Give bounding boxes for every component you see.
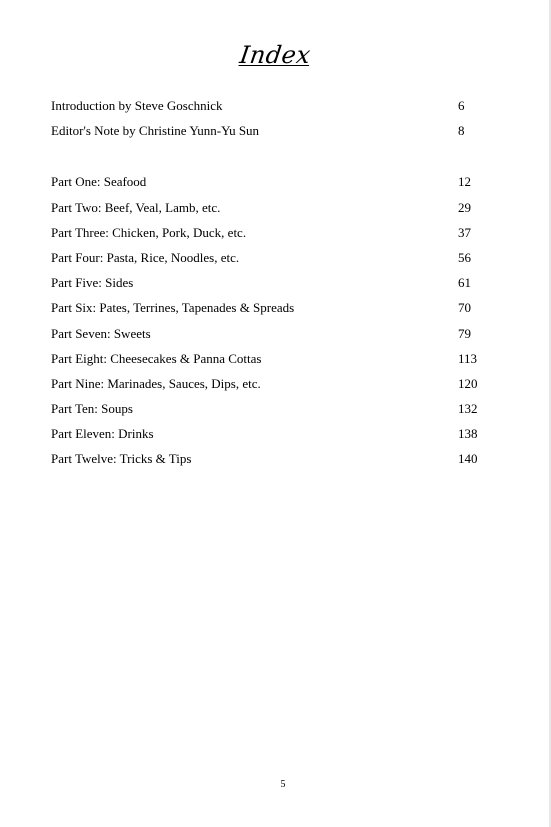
toc-entry-part-eight[interactable] xyxy=(51,349,501,374)
toc-entry-part-eleven[interactable] xyxy=(51,424,501,449)
toc-entry-page: 6 xyxy=(458,98,465,113)
toc-entry-label: Part Ten: Soups xyxy=(51,401,133,417)
toc-entry-page: 140 xyxy=(458,451,478,467)
toc-entry-page: 120 xyxy=(458,375,478,391)
toc-entry-label: Part One: Seafood xyxy=(51,174,147,190)
toc-entry-label: Part Two: Beef, Veal, Lamb, etc. xyxy=(51,199,221,215)
toc-entry-label: Part Three: Chicken, Pork, Duck, etc. xyxy=(51,224,247,240)
toc-entry-part-four[interactable] xyxy=(51,248,501,273)
toc-entry-introduction[interactable] xyxy=(51,96,501,121)
toc-entry-page: 12 xyxy=(458,174,471,190)
toc-entry-page: 113 xyxy=(458,350,478,366)
toc-entry-part-six[interactable] xyxy=(51,298,501,323)
toc-entry-page: 132 xyxy=(458,401,478,417)
toc-entry-label: Part Seven: Sweets xyxy=(51,325,151,341)
page-number: 5 xyxy=(280,779,286,790)
toc-entry-label: Part Eleven: Drinks xyxy=(51,426,154,442)
page-title xyxy=(0,40,551,70)
toc-entry-label: Part Five: Sides xyxy=(51,275,134,291)
toc-entry-page: 37 xyxy=(458,224,471,240)
toc-entry-part-seven[interactable] xyxy=(51,324,501,349)
toc-entry-part-twelve[interactable] xyxy=(51,449,501,474)
toc-entry-page: 138 xyxy=(458,426,478,442)
toc-entry-page: 61 xyxy=(458,275,471,291)
page-title-text: Index xyxy=(238,41,313,69)
toc-entry-page: 8 xyxy=(458,123,465,139)
toc-entry-label: Part Eight: Cheesecakes & Panna Cottas xyxy=(51,350,262,366)
toc-entry-label: Part Twelve: Tricks & Tips xyxy=(51,451,192,467)
toc-entry-label: Editor's Note by Christine Yunn-Yu Sun xyxy=(51,123,260,139)
toc-entry-part-five[interactable] xyxy=(51,273,501,298)
toc-entry-part-ten[interactable] xyxy=(51,399,501,424)
toc-entry-label: Part Nine: Marinades, Sauces, Dips, etc. xyxy=(51,375,261,391)
toc-entry-label: Part Six: Pates, Terrines, Tapenades & Spreads xyxy=(51,300,295,316)
toc-entry-label: Part Four: Pasta, Rice, Noodles, etc. xyxy=(51,249,240,265)
toc-entry-part-two[interactable] xyxy=(51,198,501,223)
toc-entry-part-nine[interactable] xyxy=(51,374,501,399)
table-of-contents xyxy=(51,96,501,475)
toc-entry-part-three[interactable] xyxy=(51,223,501,248)
toc-entry-page: 29 xyxy=(458,199,471,215)
toc-entry-page: 70 xyxy=(458,300,471,316)
toc-entry-page: 79 xyxy=(458,325,471,341)
toc-entry-page: 56 xyxy=(458,249,471,265)
toc-entry-part-one[interactable] xyxy=(51,172,501,197)
toc-entry-editors-note[interactable] xyxy=(51,121,501,146)
toc-entry-label: Introduction by Steve Goschnick xyxy=(51,98,223,113)
